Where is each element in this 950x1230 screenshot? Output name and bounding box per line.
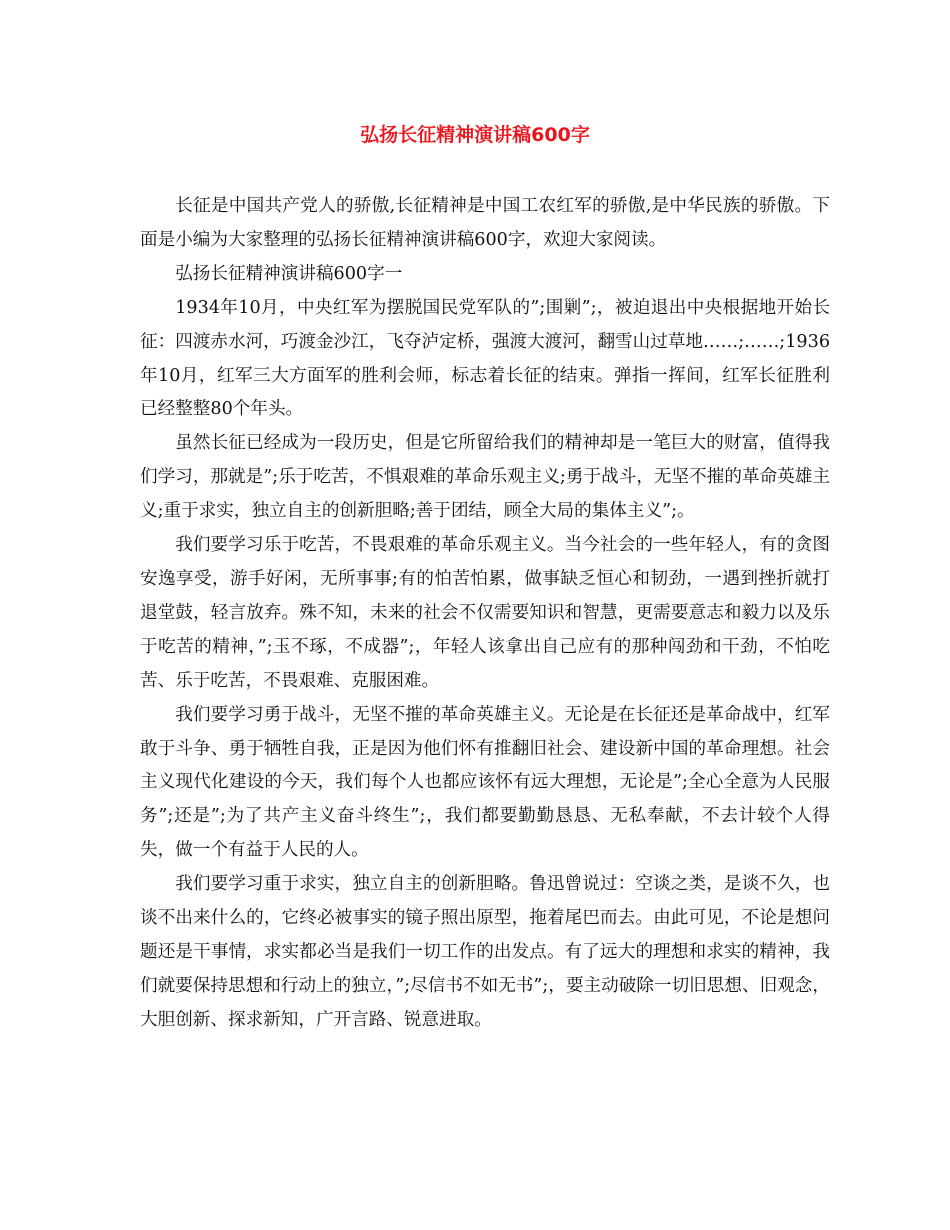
paragraph-history: 1934年10月，中央红军为摆脱国民党军队的”;围剿”;，被迫退出中央根据地开始长征：四渡赤水河，巧渡金沙江，飞夺泸定桥，强渡大渡河，翻雪山过草地……;……;1936年10月，红军三大方面军的胜利会师，标志着长征的结束。弹指一挥间，红军长征胜利已经整整80个年头。	[140, 297, 831, 420]
paragraph-optimism: 我们要学习乐于吃苦，不畏艰难的革命乐观主义。当今社会的一些年轻人，有的贪图安逸享受，游手好闲，无所事事;有的怕苦怕累，做事缺乏恒心和韧劲，一遇到挫折就打退堂鼓，轻言放弃。殊不知，未来的社会不仅需要知识和智慧，更需要意志和毅力以及乐于吃苦的精神，”;玉不琢，不成器”;，年轻人该拿出自己应有的那种闯劲和干劲，不怕吃苦、乐于吃苦，不畏艰难、克服困难。	[140, 535, 830, 691]
document-title: 弘扬长征精神演讲稿600字	[360, 124, 590, 146]
paragraph-heroism: 我们要学习勇于战斗，无坚不摧的革命英雄主义。无论是在长征还是革命战中，红军敢于斗争、勇于牺牲自我，正是因为他们怀有推翻旧社会、建设新中国的革命理想。社会主义现代化建设的今天，我们每个人也都应该怀有远大理想，无论是”;全心全意为人民服务”;还是”;为了共产主义奋斗终生”;，我们都要勤勤恳恳、无私奉献，不去计较个人得失，做一个有益于人民的人。	[140, 704, 830, 861]
paragraph-intro: 长征是中国共产党人的骄傲,长征精神是中国工农红军的骄傲,是中华民族的骄傲。下面是小编为大家整理的弘扬长征精神演讲稿600字，欢迎大家阅读。	[140, 196, 830, 250]
paragraph-innovation: 我们要学习重于求实，独立自主的创新胆略。鲁迅曾说过：空谈之类，是谈不久，也谈不出来什么的，它终必被事实的镜子照出原型，拖着尾巴而去。由此可见，不论是想问题还是干事情，求实都必当是我们一切工作的出发点。有了远大的理想和求实的精神，我们就要保持思想和行动上的独立，”;尽信书不如无书”;，要主动破除一切旧思想、旧观念，大胆创新、探求新知，广开言路、锐意进取。	[140, 874, 830, 1030]
document-body	[140, 190, 830, 1038]
section-heading: 弘扬长征精神演讲稿600字一	[175, 263, 403, 284]
paragraph-spirit: 虽然长征已经成为一段历史，但是它所留给我们的精神却是一笔巨大的财富，值得我们学习，那就是”;乐于吃苦，不惧艰难的革命乐观主义;勇于战斗，无坚不摧的革命英雄主义;重于求实，独立自主的创新胆略;善于团结，顾全大局的集体主义”;。	[140, 433, 830, 522]
